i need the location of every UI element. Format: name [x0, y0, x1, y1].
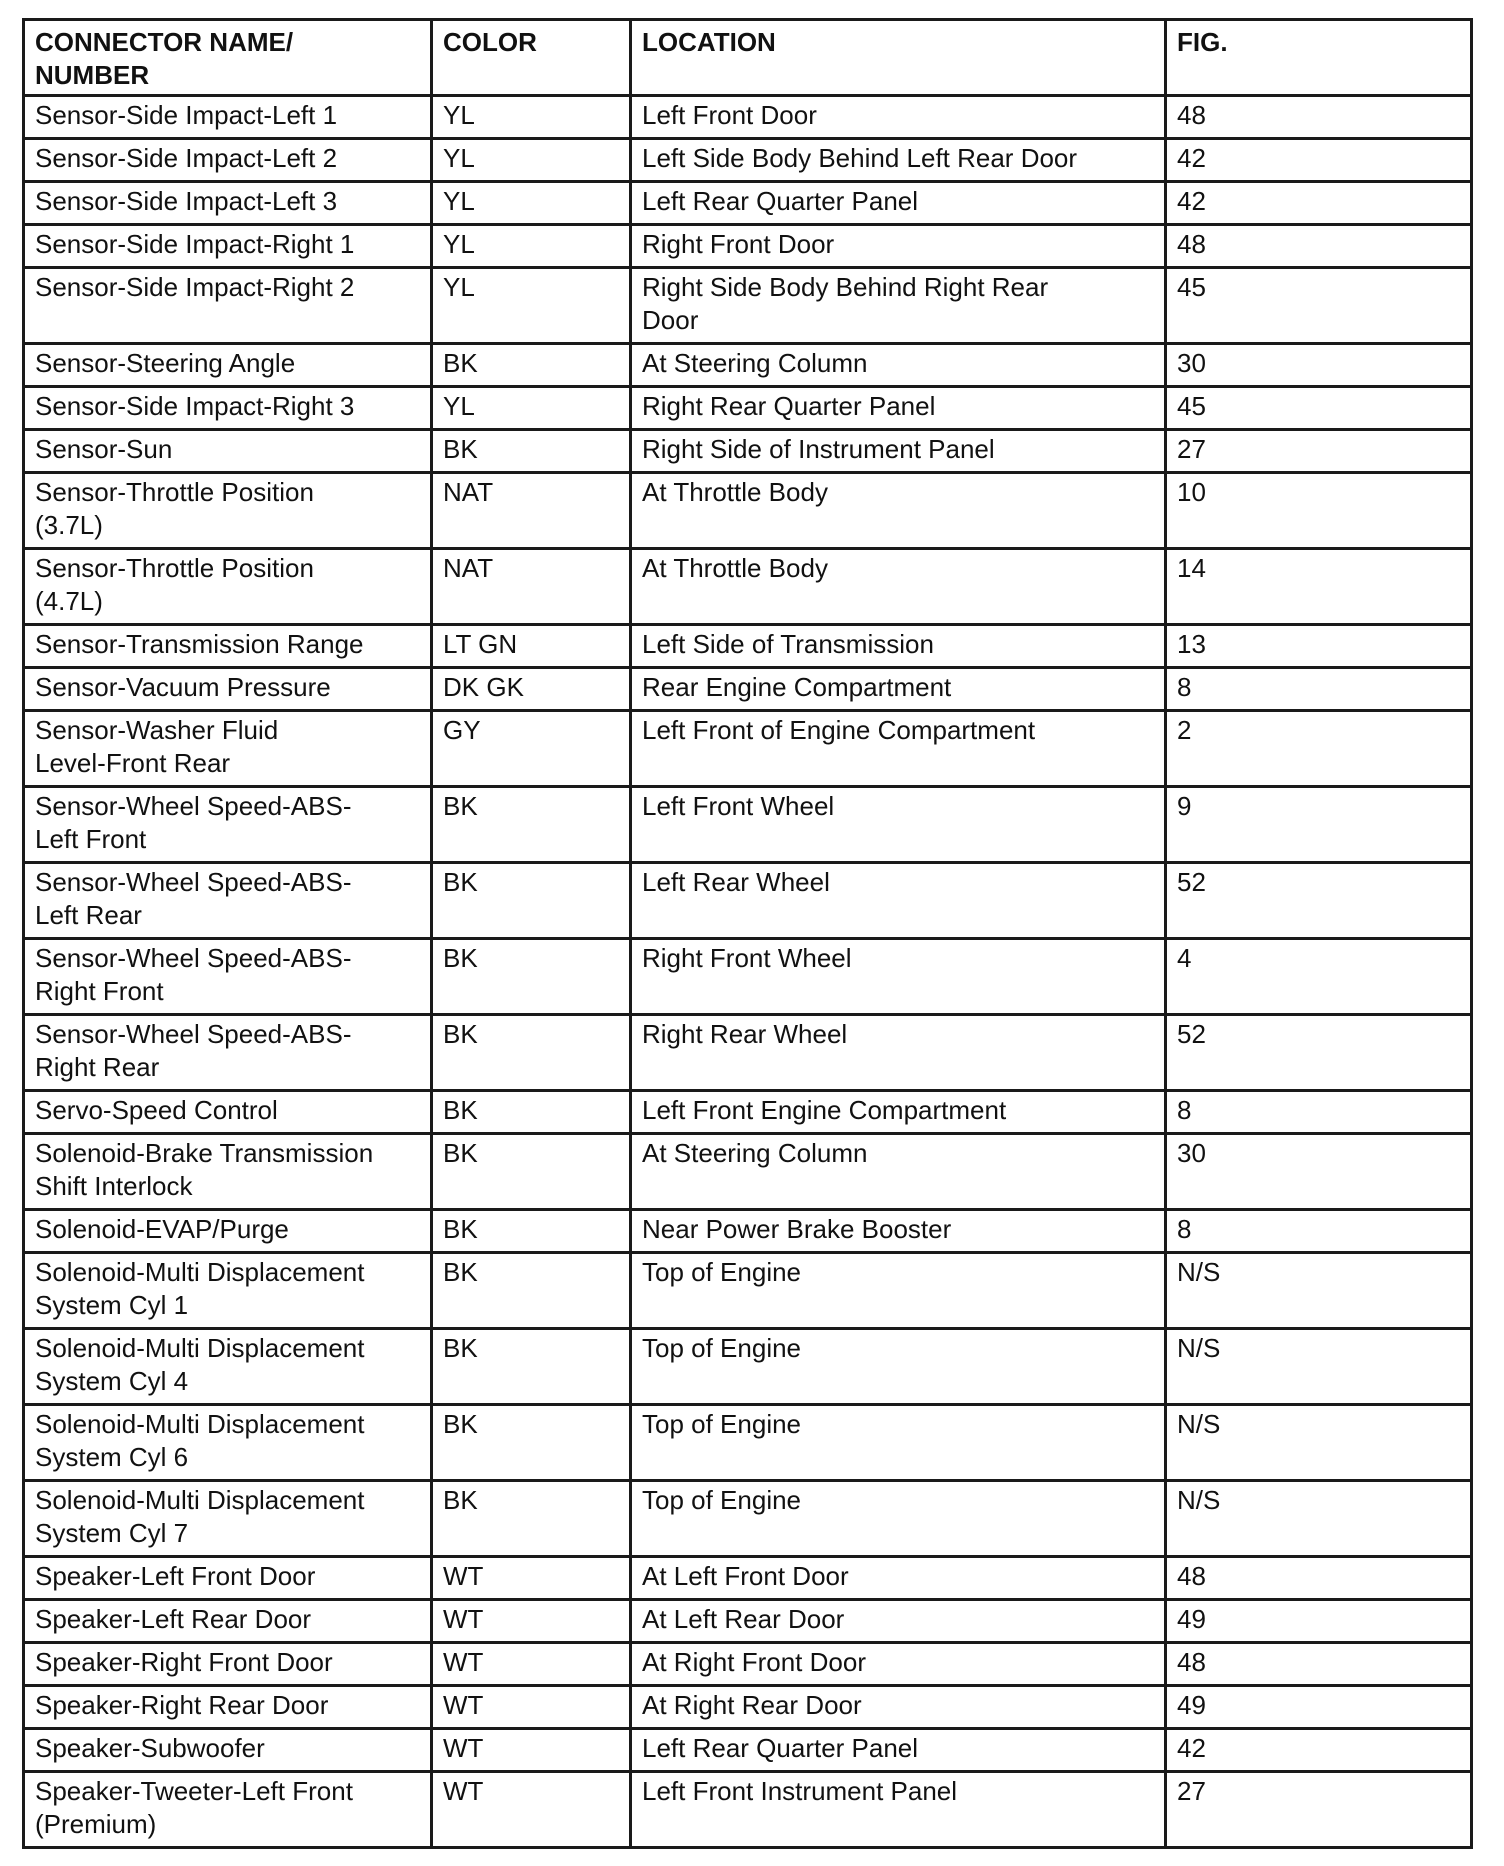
table-row	[24, 1729, 1472, 1772]
header-color: COLOR	[432, 20, 631, 96]
color-cell: YL	[432, 387, 631, 430]
location-cell: At Throttle Body	[631, 549, 1166, 625]
fig-cell: 8	[1166, 1210, 1472, 1253]
color-cell: BK	[432, 1091, 631, 1134]
location-cell: Top of Engine	[631, 1253, 1166, 1329]
fig-cell: 42	[1166, 182, 1472, 225]
fig-cell: 48	[1166, 1557, 1472, 1600]
fig-cell: 27	[1166, 430, 1472, 473]
connector-name-cell: Solenoid-EVAP/Purge	[24, 1210, 432, 1253]
location-cell: Top of Engine	[631, 1481, 1166, 1557]
fig-cell: 8	[1166, 668, 1472, 711]
connector-name-cell: Solenoid-Multi Displacement System Cyl 1	[24, 1253, 432, 1329]
connector-name-cell: Speaker-Left Front Door	[24, 1557, 432, 1600]
connector-name-cell: Solenoid-Multi Displacement System Cyl 6	[24, 1405, 432, 1481]
color-cell: GY	[432, 711, 631, 787]
color-cell: YL	[432, 268, 631, 344]
fig-cell: 45	[1166, 268, 1472, 344]
fig-cell: 13	[1166, 625, 1472, 668]
color-cell: YL	[432, 225, 631, 268]
table-row	[24, 473, 1472, 549]
fig-cell: 48	[1166, 225, 1472, 268]
table-row	[24, 1557, 1472, 1600]
fig-cell: 49	[1166, 1600, 1472, 1643]
color-cell: WT	[432, 1643, 631, 1686]
connector-name-cell: Sensor-Side Impact-Right 3	[24, 387, 432, 430]
location-cell: Left Rear Wheel	[631, 863, 1166, 939]
table-row	[24, 1134, 1472, 1210]
location-cell: Right Front Wheel	[631, 939, 1166, 1015]
fig-cell: 14	[1166, 549, 1472, 625]
color-cell: BK	[432, 1329, 631, 1405]
connector-name-cell: Sensor-Side Impact-Right 1	[24, 225, 432, 268]
color-cell: BK	[432, 1015, 631, 1091]
color-cell: YL	[432, 182, 631, 225]
fig-cell: N/S	[1166, 1481, 1472, 1557]
color-cell: BK	[432, 344, 631, 387]
color-cell: YL	[432, 139, 631, 182]
location-cell: Right Side of Instrument Panel	[631, 430, 1166, 473]
location-cell: Right Rear Wheel	[631, 1015, 1166, 1091]
fig-cell: 49	[1166, 1686, 1472, 1729]
header-fig: FIG.	[1166, 20, 1472, 96]
fig-cell: 10	[1166, 473, 1472, 549]
location-cell: At Left Front Door	[631, 1557, 1166, 1600]
fig-cell: 42	[1166, 139, 1472, 182]
color-cell: BK	[432, 1253, 631, 1329]
location-cell: Right Rear Quarter Panel	[631, 387, 1166, 430]
table-row	[24, 1405, 1472, 1481]
connector-name-cell: Sensor-Vacuum Pressure	[24, 668, 432, 711]
connector-name-cell: Speaker-Subwoofer	[24, 1729, 432, 1772]
color-cell: BK	[432, 1134, 631, 1210]
table-row	[24, 1686, 1472, 1729]
location-cell: Left Side of Transmission	[631, 625, 1166, 668]
connector-name-cell: Sensor-Wheel Speed-ABS- Right Rear	[24, 1015, 432, 1091]
location-cell: Left Rear Quarter Panel	[631, 1729, 1166, 1772]
location-cell: Rear Engine Compartment	[631, 668, 1166, 711]
fig-cell: 48	[1166, 96, 1472, 139]
color-cell: NAT	[432, 473, 631, 549]
location-cell: Top of Engine	[631, 1405, 1166, 1481]
color-cell: WT	[432, 1729, 631, 1772]
connector-name-cell: Sensor-Side Impact-Left 3	[24, 182, 432, 225]
table-row	[24, 1600, 1472, 1643]
location-cell: At Steering Column	[631, 1134, 1166, 1210]
table-row	[24, 1091, 1472, 1134]
table-row	[24, 1253, 1472, 1329]
connector-name-cell: Speaker-Right Front Door	[24, 1643, 432, 1686]
fig-cell: 52	[1166, 1015, 1472, 1091]
location-cell: Left Front Door	[631, 96, 1166, 139]
connector-name-cell: Sensor-Side Impact-Right 2	[24, 268, 432, 344]
fig-cell: 30	[1166, 344, 1472, 387]
location-cell: Left Front Instrument Panel	[631, 1772, 1166, 1848]
location-cell: Left Front of Engine Compartment	[631, 711, 1166, 787]
table-row	[24, 387, 1472, 430]
color-cell: BK	[432, 787, 631, 863]
connector-name-cell: Solenoid-Brake Transmission Shift Interlock	[24, 1134, 432, 1210]
header-connector-name: CONNECTOR NAME/ NUMBER	[24, 20, 432, 96]
table-row	[24, 96, 1472, 139]
fig-cell: 52	[1166, 863, 1472, 939]
table-row	[24, 1772, 1472, 1848]
connector-name-cell: Solenoid-Multi Displacement System Cyl 4	[24, 1329, 432, 1405]
color-cell: WT	[432, 1686, 631, 1729]
table-row	[24, 939, 1472, 1015]
header-location: LOCATION	[631, 20, 1166, 96]
location-cell: Left Front Engine Compartment	[631, 1091, 1166, 1134]
location-cell: At Left Rear Door	[631, 1600, 1166, 1643]
color-cell: YL	[432, 96, 631, 139]
connector-name-cell: Sensor-Transmission Range	[24, 625, 432, 668]
location-cell: At Throttle Body	[631, 473, 1166, 549]
connector-name-cell: Sensor-Throttle Position (4.7L)	[24, 549, 432, 625]
color-cell: BK	[432, 939, 631, 1015]
fig-cell: N/S	[1166, 1329, 1472, 1405]
location-cell: Left Side Body Behind Left Rear Door	[631, 139, 1166, 182]
connector-name-cell: Sensor-Sun	[24, 430, 432, 473]
connector-name-cell: Sensor-Wheel Speed-ABS- Left Front	[24, 787, 432, 863]
fig-cell: 42	[1166, 1729, 1472, 1772]
connector-name-cell: Sensor-Side Impact-Left 1	[24, 96, 432, 139]
table-row	[24, 344, 1472, 387]
fig-cell: N/S	[1166, 1405, 1472, 1481]
table-row	[24, 268, 1472, 344]
connector-name-cell: Servo-Speed Control	[24, 1091, 432, 1134]
table-row	[24, 549, 1472, 625]
fig-cell: 45	[1166, 387, 1472, 430]
color-cell: LT GN	[432, 625, 631, 668]
table-row	[24, 1329, 1472, 1405]
table-row	[24, 625, 1472, 668]
fig-cell: 30	[1166, 1134, 1472, 1210]
table-row	[24, 711, 1472, 787]
location-cell: At Right Front Door	[631, 1643, 1166, 1686]
fig-cell: 4	[1166, 939, 1472, 1015]
color-cell: BK	[432, 863, 631, 939]
location-cell: Top of Engine	[631, 1329, 1166, 1405]
fig-cell: 2	[1166, 711, 1472, 787]
header-row	[24, 20, 1472, 96]
color-cell: DK GK	[432, 668, 631, 711]
table-row	[24, 787, 1472, 863]
color-cell: NAT	[432, 549, 631, 625]
fig-cell: 48	[1166, 1643, 1472, 1686]
table-row	[24, 1015, 1472, 1091]
color-cell: BK	[432, 1481, 631, 1557]
location-cell: Right Side Body Behind Right Rear Door	[631, 268, 1166, 344]
table-row	[24, 182, 1472, 225]
connector-name-cell: Sensor-Side Impact-Left 2	[24, 139, 432, 182]
connector-name-cell: Sensor-Steering Angle	[24, 344, 432, 387]
location-cell: At Right Rear Door	[631, 1686, 1166, 1729]
color-cell: BK	[432, 1405, 631, 1481]
fig-cell: 8	[1166, 1091, 1472, 1134]
connector-name-cell: Speaker-Tweeter-Left Front (Premium)	[24, 1772, 432, 1848]
table-row	[24, 225, 1472, 268]
location-cell: Near Power Brake Booster	[631, 1210, 1166, 1253]
table-row	[24, 1210, 1472, 1253]
table-row	[24, 139, 1472, 182]
fig-cell: N/S	[1166, 1253, 1472, 1329]
table-body	[24, 96, 1472, 1848]
table-row	[24, 1643, 1472, 1686]
color-cell: WT	[432, 1557, 631, 1600]
connector-name-cell: Sensor-Throttle Position (3.7L)	[24, 473, 432, 549]
fig-cell: 27	[1166, 1772, 1472, 1848]
table-header	[24, 20, 1472, 96]
table-row	[24, 1481, 1472, 1557]
location-cell: At Steering Column	[631, 344, 1166, 387]
color-cell: BK	[432, 1210, 631, 1253]
color-cell: WT	[432, 1600, 631, 1643]
connector-name-cell: Sensor-Wheel Speed-ABS- Left Rear	[24, 863, 432, 939]
fig-cell: 9	[1166, 787, 1472, 863]
connector-table	[22, 18, 1473, 1849]
connector-name-cell: Sensor-Washer Fluid Level-Front Rear	[24, 711, 432, 787]
connector-name-cell: Sensor-Wheel Speed-ABS- Right Front	[24, 939, 432, 1015]
color-cell: WT	[432, 1772, 631, 1848]
table-row	[24, 430, 1472, 473]
color-cell: BK	[432, 430, 631, 473]
location-cell: Left Rear Quarter Panel	[631, 182, 1166, 225]
connector-name-cell: Solenoid-Multi Displacement System Cyl 7	[24, 1481, 432, 1557]
location-cell: Left Front Wheel	[631, 787, 1166, 863]
table-row	[24, 863, 1472, 939]
connector-name-cell: Speaker-Left Rear Door	[24, 1600, 432, 1643]
connector-name-cell: Speaker-Right Rear Door	[24, 1686, 432, 1729]
location-cell: Right Front Door	[631, 225, 1166, 268]
table-row	[24, 668, 1472, 711]
